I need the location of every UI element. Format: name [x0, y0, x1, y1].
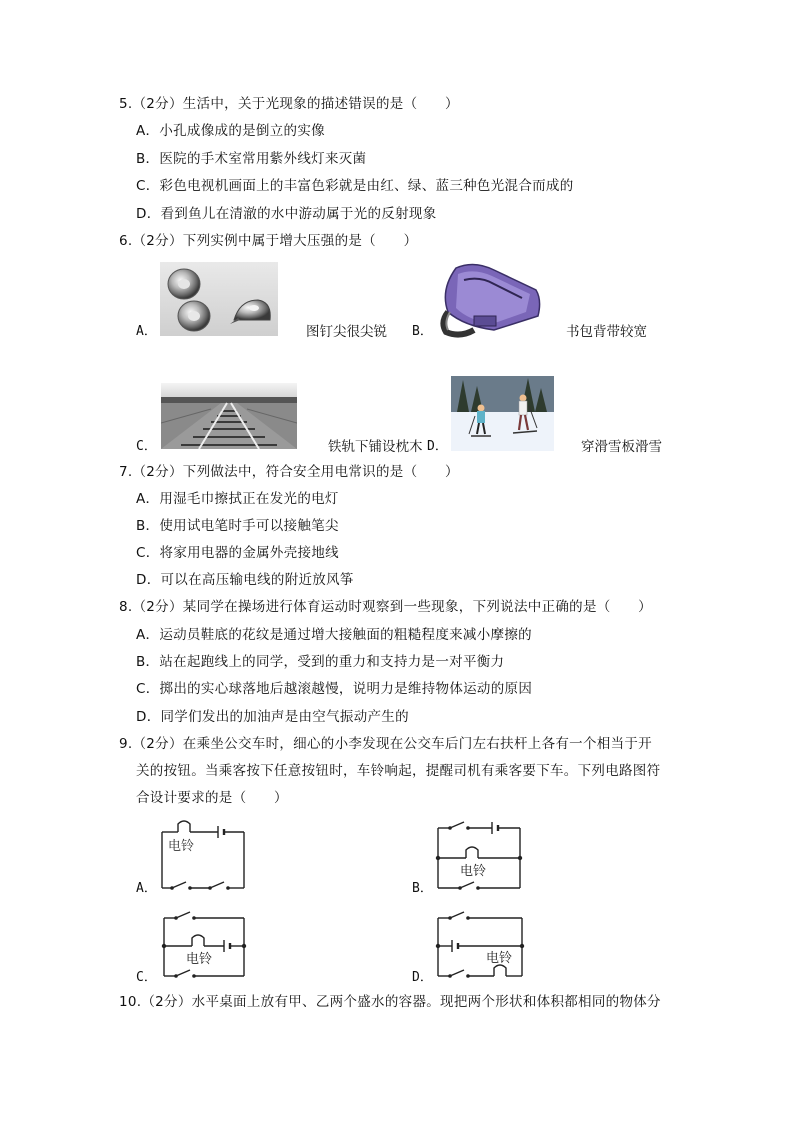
q6-option-d-caption: 穿滑雪板滑雪	[581, 439, 662, 455]
backpack-image	[434, 260, 544, 340]
q8-stem: 8.（2分）某同学在操场进行体育运动时观察到一些现象，下列说法中正确的是（ ）	[119, 599, 652, 615]
q7-option-d: D．可以在高压输电线的附近放风筝	[136, 572, 354, 588]
railway-image	[161, 383, 297, 449]
q5-stem: 5.（2分）生活中，关于光现象的描述错误的是（ ）	[119, 96, 459, 112]
q6-option-d-letter: D．	[427, 439, 448, 454]
q7-option-c: C．将家用电器的金属外壳接地线	[136, 545, 339, 561]
q6-option-c-letter: C．	[136, 439, 157, 454]
q5-option-b: B．医院的手术室常用紫外线灯来灭菌	[136, 151, 367, 167]
q7-option-b: B．使用试电笔时手可以接触笔尖	[136, 518, 339, 534]
q9-stem-line-3: 合设计要求的是（ ）	[136, 790, 288, 806]
q6-option-c-caption: 铁轨下铺设枕木	[328, 439, 423, 455]
q6-option-a-letter: A．	[136, 324, 157, 339]
circuit-diagram-c	[160, 910, 250, 984]
q8-option-d: D．同学们发出的加油声是由空气振动产生的	[136, 709, 409, 725]
bell-label-b: 电铃	[460, 864, 487, 879]
q9-option-d-letter: D．	[412, 970, 433, 985]
q9-option-b-letter: B．	[412, 881, 433, 896]
q9-option-c-letter: C．	[136, 970, 157, 985]
q8-option-a: A．运动员鞋底的花纹是通过增大接触面的粗糙程度来减小摩擦的	[136, 627, 532, 643]
q9-stem-line-2: 关的按钮。当乘客按下任意按钮时，车铃响起，提醒司机有乘客要下车。下列电路图符	[136, 763, 661, 779]
q7-option-a: A．用湿毛巾擦拭正在发光的电灯	[136, 491, 339, 507]
q9-stem-line-1: 9.（2分）在乘坐公交车时，细心的小李发现在公交车后门左右扶杆上各有一个相当于开	[119, 736, 652, 752]
bell-label-c: 电铃	[186, 952, 213, 967]
skiers-image	[451, 376, 554, 451]
q8-option-c: C．掷出的实心球落地后越滚越慢，说明力是维持物体运动的原因	[136, 681, 533, 697]
circuit-diagram-a	[158, 818, 250, 896]
circuit-diagram-b	[434, 820, 526, 896]
q10-stem: 10.（2分）水平桌面上放有甲、乙两个盛水的容器。现把两个形状和体积都相同的物体分	[119, 994, 661, 1010]
q6-option-a-caption: 图钉尖很尖锐	[306, 324, 387, 340]
q6-stem: 6.（2分）下列实例中属于增大压强的是（ ）	[119, 233, 418, 249]
circuit-diagram-d	[434, 910, 528, 984]
q5-option-c: C．彩色电视机画面上的丰富色彩就是由红、绿、蓝三种色光混合而成的	[136, 178, 574, 194]
q6-option-b-caption: 书包背带较宽	[566, 324, 647, 340]
q5-option-a: A．小孔成像成的是倒立的实像	[136, 123, 325, 139]
q9-option-a-letter: A．	[136, 881, 157, 896]
q8-option-b: B．站在起跑线上的同学，受到的重力和支持力是一对平衡力	[136, 654, 505, 670]
q7-stem: 7.（2分）下列做法中，符合安全用电常识的是（ ）	[119, 464, 459, 480]
thumbtacks-image	[160, 262, 278, 336]
q5-option-d: D．看到鱼儿在清澈的水中游动属于光的反射现象	[136, 206, 437, 222]
q6-option-b-letter: B．	[412, 324, 433, 339]
bell-label-a: 电铃	[168, 839, 195, 854]
bell-label-d: 电铃	[486, 951, 513, 966]
